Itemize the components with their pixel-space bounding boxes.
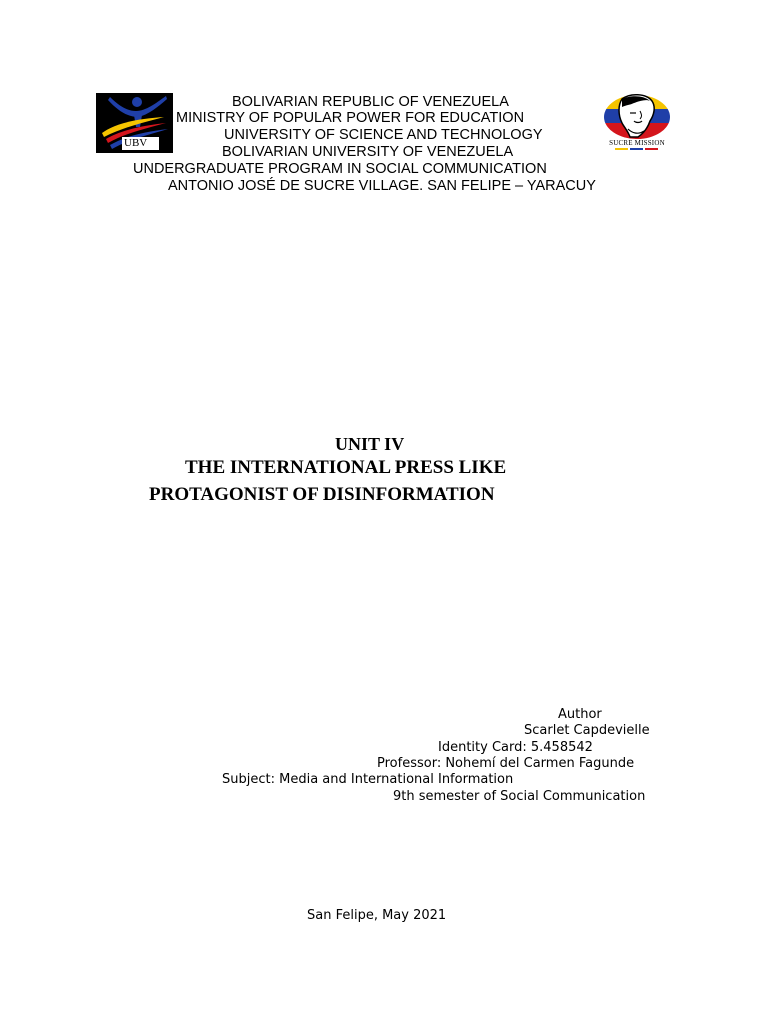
header-line-ministry: MINISTRY OF POPULAR POWER FOR EDUCATION [176,110,525,126]
sucre-stripe-blue [630,148,643,150]
identity-card: Identity Card: 5.458542 [438,740,593,755]
author-label: Author [558,707,602,722]
professor-name: Professor: Nohemí del Carmen Fagunde [377,756,635,771]
sucre-stripe-yellow [615,148,628,150]
sucre-mission-logo-text: SUCRE MISSION [609,139,665,147]
sucre-mission-logo [600,93,674,155]
ubv-logo-text: UBV [122,137,159,150]
header-line-republic: BOLIVARIAN REPUBLIC OF VENEZUELA [232,94,509,110]
document-title-line-1: THE INTERNATIONAL PRESS LIKE [185,457,507,478]
sucre-portrait-icon [600,93,674,141]
header-line-university-science: UNIVERSITY OF SCIENCE AND TECHNOLOGY [224,127,543,143]
author-name: Scarlet Capdevielle [524,723,650,738]
ubv-logo [96,93,173,153]
header-line-bolivarian-university: BOLIVARIAN UNIVERSITY OF VENEZUELA [222,144,514,160]
sucre-stripe-red [645,148,658,150]
header-line-village: ANTONIO JOSÉ DE SUCRE VILLAGE. SAN FELIPE – YARACUY [168,178,596,194]
semester: 9th semester of Social Communication [393,789,646,804]
subject: Subject: Media and International Information [222,772,514,787]
header-line-program: UNDERGRADUATE PROGRAM IN SOCIAL COMMUNICATION [133,161,547,177]
place-date: San Felipe, May 2021 [307,908,447,923]
document-title-line-2: PROTAGONIST OF DISINFORMATION [149,484,495,505]
unit-title: UNIT IV [335,434,405,454]
